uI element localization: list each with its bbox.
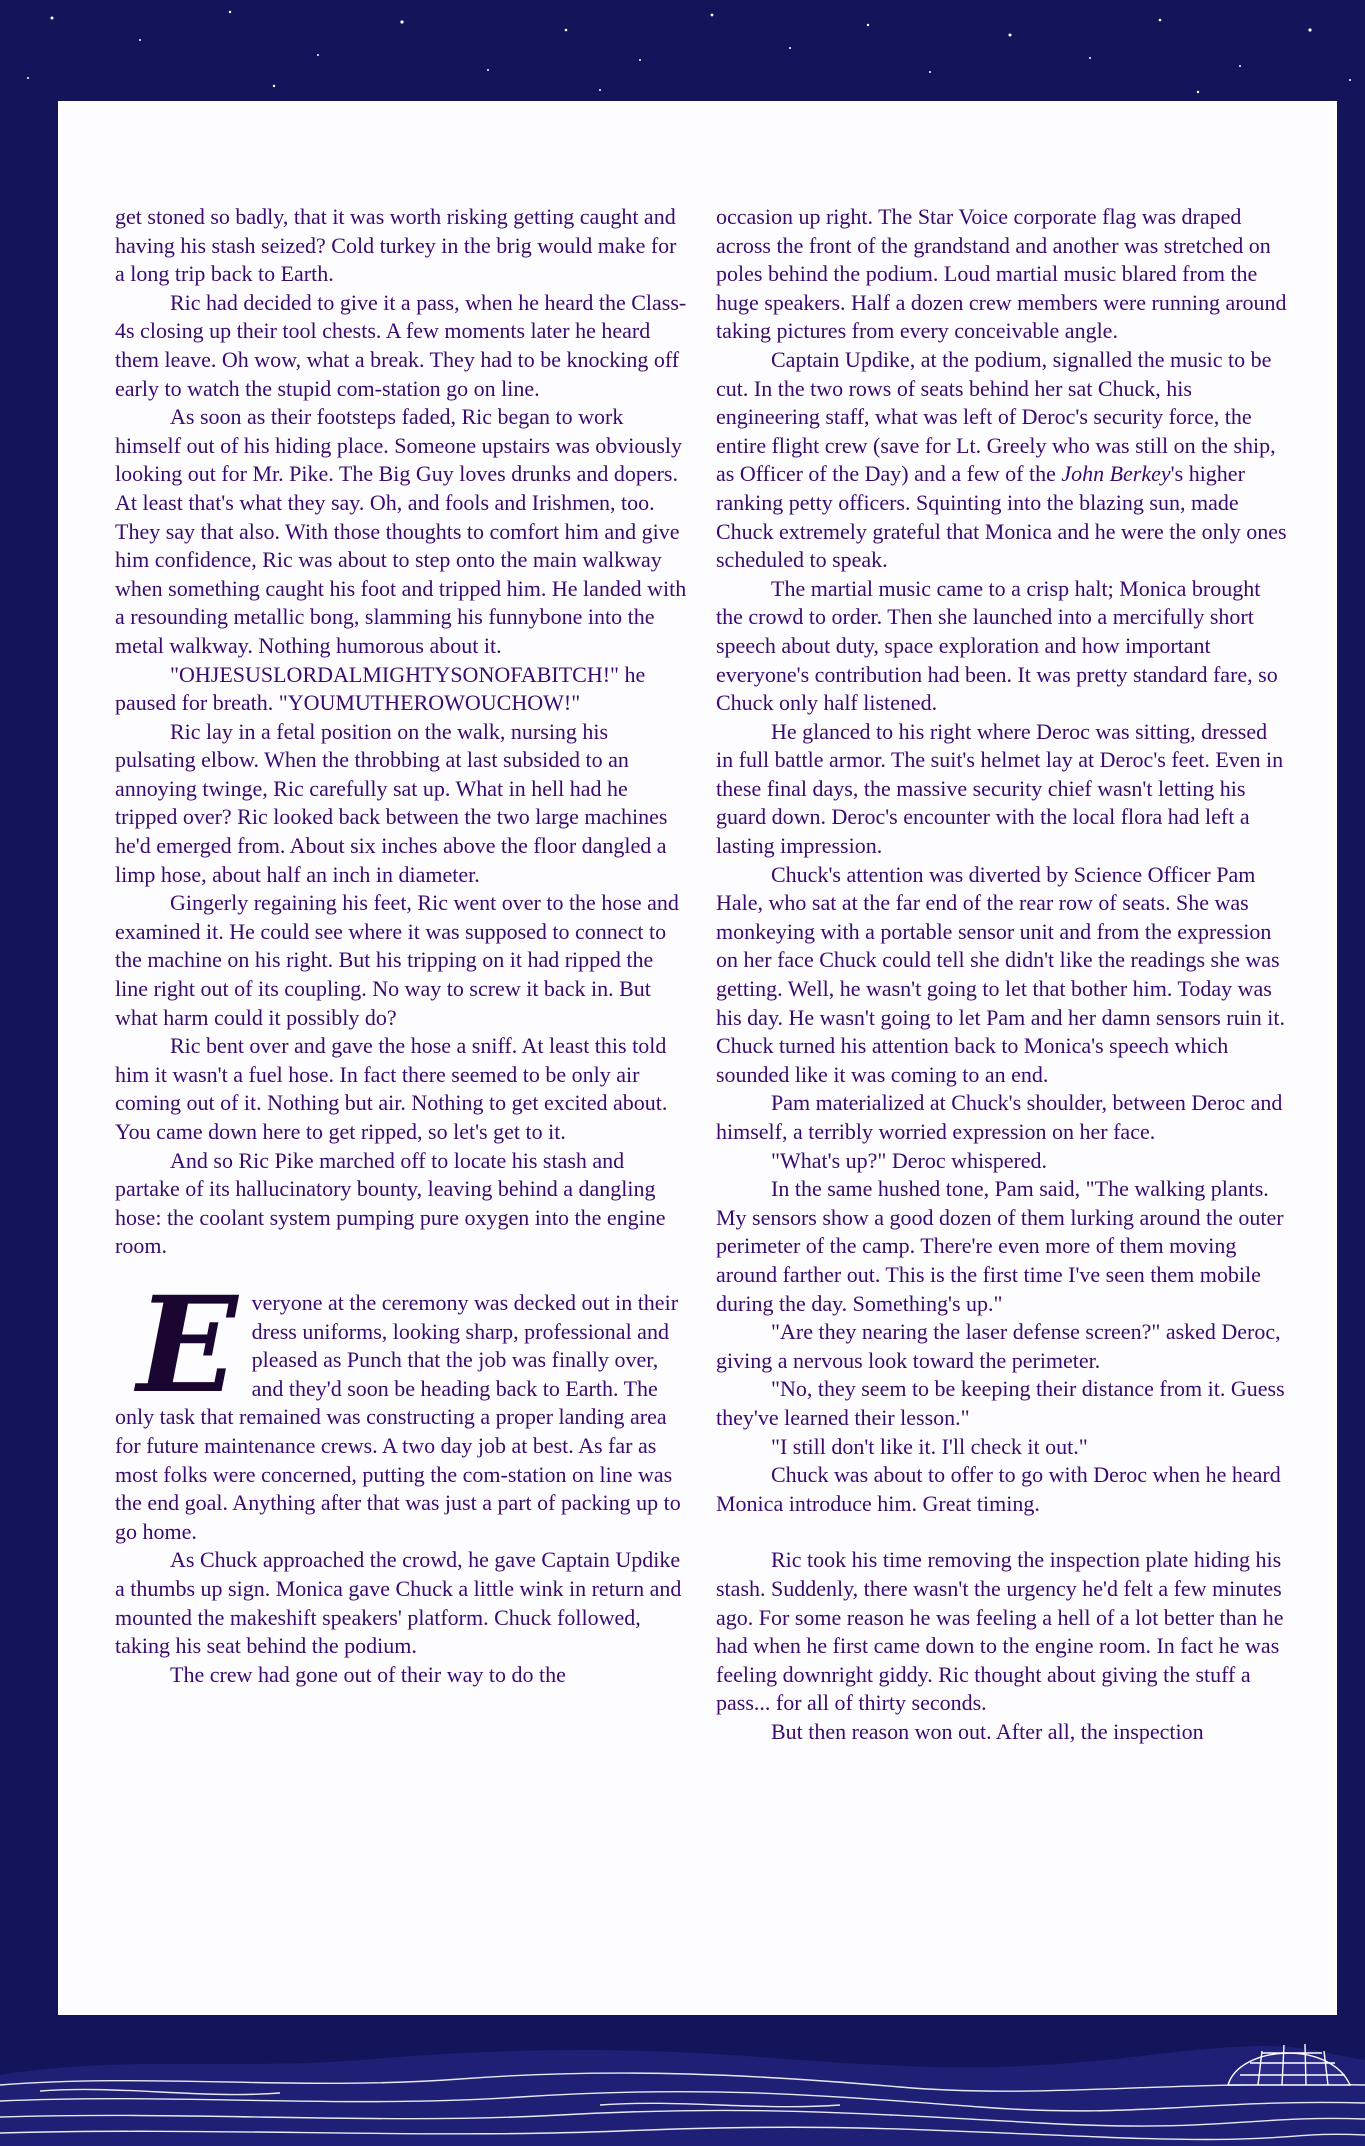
paragraph: "OHJESUSLORDALMIGHTYSONOFABITCH!" he paused for breath. "YOUMUTHEROWOUCHOW!" [115, 661, 646, 716]
section-opening-paragraph [115, 1267, 687, 1546]
paragraph: As Chuck approached the crowd, he gave Captain Updike a thumbs up sign. Monica gave Chuck a little wink in return and mounted the makeshift speakers' platform. Chuck followed, taking his seat behind the podium. [115, 1547, 682, 1659]
paragraph: occasion up right. The Star Voice corporate flag was draped across the front of the grandstand and another was stretched on poles behind the podium. Loud martial music blared from the huge speakers. Half a dozen crew members were running around taking pictures from every conceivable angle. [716, 204, 1287, 344]
paragraph-text: 's higher ranking petty officers. Squinting into the blazing sun, made Chuck extremely grateful that Monica and he were the only ones scheduled to speak. [716, 461, 1287, 573]
book-page [60, 103, 1335, 2021]
drop-cap: E [137, 1267, 238, 1423]
section-break [716, 1518, 1288, 1546]
starfield-decoration [0, 0, 1365, 110]
paragraph: But then reason won out. After all, the inspection [771, 1718, 1204, 1744]
right-column [716, 203, 1288, 1746]
paragraph: Chuck's attention was diverted by Science Officer Pam Hale, who sat at the far end of the rear row of seats. She was monkeying with a portable sensor unit and from the expression on her face Chuck could tell she didn't like the readings she was getting. Well, he wasn't going to let that bother him. Today was his day. He wasn't going to let Pam and her damn sensors ruin it. Chuck turned his attention back to Monica's speech which sounded like it was coming to an end. [716, 861, 1285, 1087]
paragraph: In the same hushed tone, Pam said, "The walking plants. My sensors show a good dozen of them lurking around the outer perimeter of the camp. There're even more of them moving around farther out. This is the first time I've seen them mobile during the day. Something's up." [716, 1176, 1284, 1316]
ship-name: John Berkey [1061, 461, 1171, 487]
alien-landscape-decoration [0, 2015, 1365, 2146]
paragraph: The crew had gone out of their way to do the [170, 1661, 566, 1687]
paragraph: Ric took his time removing the inspection plate hiding his stash. Suddenly, there wasn't the urgency he'd felt a few minutes ago. For some reason he was feeling a hell of a lot better than he had when he first came down to the engine room. In fact he was feeling downright giddy. Ric thought about giving the stuff a pass... for all of thirty seconds. [716, 1547, 1284, 1716]
paragraph: "What's up?" Deroc whispered. [771, 1147, 1048, 1173]
paragraph: Gingerly regaining his feet, Ric went over to the hose and examined it. He could see where it was supposed to connect to the machine on his right. But his tripping on it had ripped the line right out of its coupling. No way to screw it back in. But what harm could it possibly do? [115, 890, 679, 1030]
paragraph: He glanced to his right where Deroc was sitting, dressed in full battle armor. The suit's helmet lay at Deroc's feet. Even in these final days, the massive security chief wasn't letting his guard down. Deroc's encounter with the local flora had left a lasting impression. [716, 718, 1284, 859]
paragraph: The martial music came to a crisp halt; Monica brought the crowd to order. Then she launched into a mercifully short speech about duty, space exploration and how important everyone's contribution had been. It was pretty standard fare, so Chuck only half listened. [716, 575, 1278, 716]
paragraph: As soon as their footsteps faded, Ric began to work himself out of his hiding place. Someone upstairs was obviously looking out for Mr. Pike. The Big Guy loves drunks and dopers. At least that's what they say. Oh, and fools and Irishmen, too. They say that also. With those thoughts to comfort him and give him confidence, Ric was about to step onto the main walkway when something caught his foot and tripped him. He landed with a resounding metallic bong, slamming his funnybone into the metal walkway. Nothing humorous about it. [115, 404, 687, 658]
paragraph: Pam materialized at Chuck's shoulder, between Deroc and himself, a terribly worried expression on her face. [716, 1090, 1283, 1144]
paragraph [716, 346, 1288, 575]
left-column [115, 203, 687, 1689]
paragraph: Ric bent over and gave the hose a sniff. At least this told him it wasn't a fuel hose. In fact there seemed to be only air coming out of it. Nothing but air. Nothing to get excited about. You came down here to get ripped, so let's get to it. [115, 1033, 668, 1144]
paragraph: And so Ric Pike marched off to locate his stash and partake of its hallucinatory bounty, leaving behind a dangling hose: the coolant system pumping pure oxygen into the engine room. [115, 1147, 666, 1259]
paragraph-text: Captain Updike, at the podium, signalled the music to be cut. In the two rows of seats behind her sat Chuck, his engineering staff, what was left of Deroc's security force, the entire flight crew (save for Lt. Greely who was still on the ship, as Officer of the Day) and a few of the [716, 346, 1276, 487]
paragraph: "Are they nearing the laser defense screen?" asked Deroc, giving a nervous look toward the perimeter. [716, 1319, 1281, 1373]
paragraph: Ric had decided to give it a pass, when he heard the Class-4s closing up their tool chests. A few moments later he heard them leave. Oh wow, what a break. They had to be knocking off early to watch the stupid com-station go on line. [115, 289, 687, 401]
paragraph: Ric lay in a fetal position on the walk, nursing his pulsating elbow. When the throbbing at last subsided to an annoying twinge, Ric carefully sat up. What in hell had he tripped over? Ric looked back between the two large machines he'd emerged from. About six inches above the floor dangled a limp hose, about half an inch in diameter. [115, 718, 668, 887]
paragraph: Chuck was about to offer to go with Deroc when he heard Monica introduce him. Great timing. [716, 1462, 1281, 1516]
paragraph-text: veryone at the ceremony was decked out in their dress uniforms, looking sharp, professional and pleased as Punch that the job was finally over, and they'd soon be heading back to Earth. The only task that remained was constructing a proper landing area for future maintenance crews. A two day job at best. As far as most folks were concerned, putting the com-station on line was the end goal. Anything after that was just a part of packing up to go home. [115, 1289, 681, 1544]
paragraph: "I still don't like it. I'll check it out." [771, 1433, 1088, 1459]
paragraph: "No, they seem to be keeping their distance from it. Guess they've learned their lesson." [716, 1376, 1285, 1430]
paragraph: get stoned so badly, that it was worth risking getting caught and having his stash seized? Cold turkey in the brig would make for a long trip back to Earth. [115, 204, 677, 287]
